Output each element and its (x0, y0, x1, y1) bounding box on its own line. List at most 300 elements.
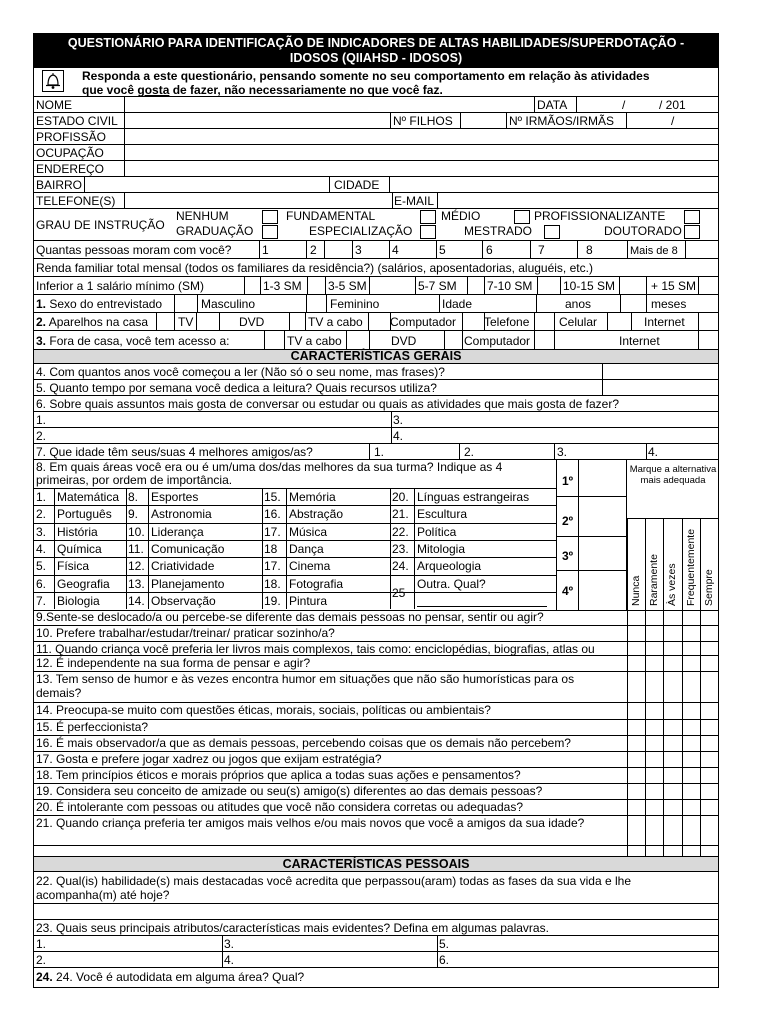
instrucao-profissionalizante-checkbox[interactable] (684, 210, 700, 224)
scale-col-label: Às vezes (666, 563, 679, 606)
q8-area-number: 25 (392, 585, 406, 600)
instrucao-mestrado: MESTRADO (464, 224, 533, 238)
likert-answer-cell[interactable] (645, 784, 663, 799)
likert-answer-cell[interactable] (663, 656, 681, 671)
q8-grid-line (34, 575, 556, 576)
instrucao-graduacao: GRADUAÇÃO (176, 224, 254, 238)
q23-slot-4: 4. (224, 953, 235, 967)
q8-area-label[interactable]: Observação (151, 593, 216, 608)
q8-area-number: 5. (36, 559, 47, 574)
likert-row (34, 768, 718, 784)
q8-grid-line (34, 523, 556, 524)
likert-answer-cell[interactable] (682, 768, 700, 783)
renda-opt-10-15: 10-15 SM (563, 279, 616, 293)
q8-area-label[interactable]: Esportes (151, 490, 199, 504)
q24-label: 24. 24. Você é autodidata em alguma área? Qual? (36, 970, 305, 984)
q2-telefone: Telefone (484, 315, 530, 329)
q8-area-number: 22. (392, 524, 409, 539)
likert-answer-cell[interactable] (627, 703, 645, 719)
scale-col-label: Sempre (702, 569, 715, 606)
likert-answer-cell[interactable] (627, 800, 645, 815)
likert-answer-cell[interactable] (663, 720, 681, 735)
questionnaire-form (33, 33, 719, 988)
likert-row (34, 752, 718, 768)
q1-masculino: Masculino (201, 297, 256, 311)
instrucao-especializacao-checkbox[interactable] (420, 225, 436, 239)
q23-slot-6: 6. (439, 953, 450, 967)
telefone-row[interactable] (34, 193, 718, 209)
likert-answer-cell[interactable] (627, 672, 645, 702)
likert-answer-cell[interactable] (645, 703, 663, 719)
name-row[interactable] (34, 97, 718, 113)
likert-answer-cell[interactable] (700, 672, 718, 702)
form-title (34, 34, 718, 68)
q2-label: 2. Aparelhos na casa (36, 315, 149, 329)
q8-area-number: 14. (128, 593, 145, 608)
q7-label: 7. Que idade têm seus/suas 4 melhores amigos/as? (36, 445, 313, 459)
renda-label-row (34, 259, 718, 277)
ocupacao-label: OCUPAÇÃO (36, 146, 104, 160)
q22-answer-row[interactable] (34, 904, 718, 920)
likert-answer-cell[interactable] (627, 768, 645, 783)
q8-area-label[interactable]: Línguas estrangeiras (417, 490, 530, 504)
likert-answer-cell[interactable] (682, 752, 700, 767)
likert-question: 18. Tem princípios éticos e morais próprios que aplica a todas suas ações e pensamentos? (36, 768, 521, 782)
section-caracteristicas-pessoais: CARACTERÍSTICAS PESSOAIS (34, 856, 718, 872)
likert-answer-cell[interactable] (627, 642, 645, 655)
likert-answer-cell[interactable] (663, 800, 681, 815)
irmaos-label: Nº IRMÃOS/IRMÃS (509, 114, 615, 128)
q23-slots-row1[interactable] (34, 936, 718, 952)
likert-answer-cell[interactable] (700, 736, 718, 751)
moradores-opt-4: 4 (392, 243, 399, 257)
q8-area-number: 21. (392, 507, 409, 522)
likert-answer-cell[interactable] (663, 768, 681, 783)
q23-slot-5: 5. (439, 937, 450, 951)
likert-answer-cell[interactable] (682, 642, 700, 655)
q8-grid-line (34, 592, 556, 593)
likert-row (34, 656, 718, 672)
q8-area-label[interactable]: História (57, 524, 98, 539)
q8-col-divider (262, 488, 263, 609)
likert-row (34, 784, 718, 800)
q8-area-label[interactable]: Matemática (57, 490, 120, 504)
likert-answer-cell[interactable] (663, 784, 681, 799)
likert-answer-cell[interactable] (700, 642, 718, 655)
instrucao-medio: MÉDIO (441, 209, 481, 223)
likert-answer-cell[interactable] (682, 610, 700, 625)
q8-area-label[interactable]: Cinema (289, 559, 331, 574)
moradores-label: Quantas pessoas moram com você? (36, 243, 232, 257)
q8-area-label[interactable]: Física (57, 559, 90, 574)
q6-row (34, 396, 718, 412)
q4-row[interactable] (34, 364, 718, 380)
moradores-opt-7: 7 (538, 243, 545, 257)
likert-answer-cell[interactable] (645, 642, 663, 655)
likert-answer-cell[interactable] (700, 800, 718, 815)
q22-line1: 22. Qual(is) habilidade(s) mais destacadas você acredita que perpassou(aram) todas as fases da sua vida e lhe (36, 874, 631, 888)
q8-area-label[interactable]: Mitologia (417, 541, 466, 556)
q4-label: 4. Com quantos anos você começou a ler (Não só o seu nome, mas frases)? (36, 365, 445, 379)
q8-outra-input[interactable] (417, 606, 547, 607)
likert-answer-cell[interactable] (700, 626, 718, 641)
likert-answer-cell[interactable] (700, 720, 718, 735)
q3-row (34, 331, 718, 350)
likert-answer-cell[interactable] (682, 703, 700, 719)
likert-row (34, 720, 718, 736)
q8-area-number: 10. (128, 524, 145, 539)
likert-row (34, 703, 718, 720)
q8-rank-4: 4º (562, 584, 574, 598)
q8-area-label[interactable]: Escultura (417, 507, 468, 522)
likert-question: 11. Quando criança você preferia ler livros mais complexos, tais como: enciclopédias, biografias, atlas ou (36, 643, 595, 656)
q6-label: 6. Sobre quais assuntos mais gosta de conversar ou estudar ou quais as atividades que mais gosta de fazer? (36, 397, 620, 411)
moradores-opt-6: 6 (486, 243, 493, 257)
q8-area-label[interactable]: Dança (289, 541, 324, 556)
date-year: / 201 (659, 98, 686, 112)
q24-row[interactable] (34, 968, 718, 987)
likert-answer-cell[interactable] (682, 672, 700, 702)
q6-slot-4: 4. (393, 429, 404, 443)
q8-grid-line (34, 505, 556, 506)
q8-area-label[interactable]: Política (417, 524, 457, 539)
instrucao-nenhum-checkbox[interactable] (262, 210, 278, 224)
q8-col-divider (126, 488, 127, 609)
q1-row (34, 295, 718, 313)
likert-answer-cell[interactable] (627, 752, 645, 767)
scale-instruction: Marque a alternativa mais adequada (629, 464, 717, 486)
instrucao-graduacao-checkbox[interactable] (262, 225, 278, 239)
form-title-line2: IDOSOS (QIIAHSD - IDOSOS) (289, 51, 463, 65)
likert-answer-cell[interactable] (663, 672, 681, 702)
instrucao-doutorado-checkbox[interactable] (684, 225, 700, 239)
likert-question: 21. Quando criança preferia ter amigos mais velhos e/ou mais novos que você a amigos da sua idade? (36, 816, 585, 830)
q2-tv-cabo: TV a cabo (308, 315, 363, 329)
likert-question: 14. Preocupa-se muito com questões éticas, morais, sociais, políticas ou ambientais? (36, 703, 491, 717)
likert-answer-cell[interactable] (682, 800, 700, 815)
q8-area-number: 18. (264, 576, 281, 591)
likert-row (34, 736, 718, 752)
likert-answer-cell[interactable] (700, 656, 718, 671)
q23-label: 23. Quais seus principais atributos/características mais evidentes? Defina em algumas palavras. (36, 921, 549, 935)
instrucao-fundamental: FUNDAMENTAL (286, 209, 376, 223)
q8-area-number: 1. (36, 490, 47, 504)
likert-row (34, 610, 718, 626)
intro-line1: Responda a este questionário, pensando somente no seu comportamento em relação às atividades (82, 69, 650, 83)
q7-slot-1: 1. (374, 445, 385, 459)
q22-line2: acompanha(m) até hoje? (36, 888, 170, 902)
q2-computador: Computador (390, 315, 457, 329)
likert-question: 9.Sente-se deslocado/a ou percebe-se diferente das demais pessoas no pensar, sentir ou agir? (36, 610, 544, 624)
likert-question: 12. É independente na sua forma de pensar e agir? (36, 656, 311, 670)
renda-opt-inferior: Inferior a 1 salário mínimo (SM) (36, 279, 205, 293)
likert-answer-cell[interactable] (700, 752, 718, 767)
q8-area-number: 20. (392, 490, 409, 504)
q8-grid-line (34, 557, 556, 558)
q6-slots-row2[interactable] (34, 428, 718, 444)
q8-area-label[interactable]: Astronomia (151, 507, 212, 522)
q1-meses: meses (651, 297, 687, 311)
likert-answer-cell[interactable] (627, 784, 645, 799)
q2-internet: Internet (644, 315, 685, 329)
likert-answer-cell[interactable] (682, 720, 700, 735)
likert-answer-cell[interactable] (663, 642, 681, 655)
scale-col-label: Frequentemente (684, 528, 697, 606)
scale-col-label: Nunca (630, 575, 642, 606)
q8-area-label[interactable]: Química (57, 541, 102, 556)
q3-internet: Internet (619, 334, 660, 348)
moradores-opt-2: 2 (310, 243, 317, 257)
q1-idade: Idade (442, 297, 473, 311)
likert-answer-cell[interactable] (700, 816, 718, 845)
q3-computador: Computador (464, 334, 531, 348)
q1-anos: anos (565, 297, 592, 311)
renda-options-row (34, 277, 718, 295)
q8-col-divider (414, 488, 415, 609)
q22-row[interactable] (34, 872, 718, 904)
renda-opt-5-7: 5-7 SM (418, 279, 457, 293)
q8-area-label[interactable]: Abstração (289, 507, 344, 522)
q23-slot-3: 3. (224, 937, 235, 951)
q2-dvd: DVD (239, 315, 265, 329)
q8-area-number: 2. (36, 507, 47, 522)
q8-rank-1-input[interactable] (581, 468, 621, 490)
q8-area-label[interactable]: Biologia (57, 593, 100, 608)
q23-slot-2: 2. (36, 953, 47, 967)
q8-area-label[interactable]: Arqueologia (417, 559, 482, 574)
q8-area-number: 23. (392, 541, 409, 556)
likert-answer-cell[interactable] (645, 816, 663, 845)
filhos-label: Nº FILHOS (393, 114, 453, 128)
q6-slot-1: 1. (36, 413, 47, 427)
profissao-label: PROFISSÃO (36, 130, 107, 144)
likert-answer-cell[interactable] (627, 626, 645, 641)
q23-slot-1: 1. (36, 937, 47, 951)
likert-row (34, 626, 718, 642)
q8-area-label[interactable]: Geografia (57, 576, 110, 591)
likert-answer-cell[interactable] (700, 610, 718, 625)
q8-rank-3: 3º (562, 549, 574, 563)
q23-row (34, 920, 718, 936)
renda-opt-15plus: + 15 SM (651, 279, 697, 293)
q2-tv: TV (178, 315, 194, 329)
q3-tv-cabo: TV a cabo (287, 334, 342, 348)
likert-question: 15. É perfeccionista? (36, 720, 149, 734)
likert-question: 10. Prefere trabalhar/estudar/treinar/ praticar sozinho/a? (36, 626, 335, 640)
q8-area-label[interactable]: Criatividade (151, 559, 215, 574)
instrucao-especializacao: ESPECIALIZAÇÃO (309, 224, 413, 238)
likert-answer-cell[interactable] (663, 752, 681, 767)
q8-area-number: 7. (36, 593, 47, 608)
q8-area-label[interactable]: Português (57, 507, 112, 522)
q5-label: 5. Quanto tempo por semana você dedica a leitura? Quais recursos utiliza? (36, 381, 437, 395)
likert-row (34, 642, 718, 656)
q8-area-number: 9. (128, 507, 139, 522)
likert-row (34, 816, 718, 846)
q8-rank-2-input[interactable] (581, 506, 621, 528)
q7-slot-3: 3. (557, 445, 568, 459)
q8-rank-3-input[interactable] (581, 542, 621, 564)
q8-line1: 8. Em quais áreas você era ou é um/uma dos/das melhores da sua turma? Indique as 4 (36, 460, 503, 474)
q8-rank-4-input[interactable] (581, 576, 621, 598)
estado-civil-label: ESTADO CIVIL (36, 114, 118, 128)
q1-feminino: Feminino (330, 297, 380, 311)
instrucao-nenhum: NENHUM (176, 209, 229, 223)
likert-answer-cell[interactable] (645, 626, 663, 641)
likert-answer-cell[interactable] (700, 784, 718, 799)
q8-area-number: 16. (264, 507, 281, 522)
instrucao-row (34, 209, 718, 241)
q8-area-number: 3. (36, 524, 47, 539)
q8-area-number: 17. (264, 559, 281, 574)
irmaos-sep: / (671, 114, 675, 128)
q8-col-divider (54, 488, 55, 609)
likert-answer-cell[interactable] (645, 610, 663, 625)
likert-answer-cell[interactable] (700, 703, 718, 719)
likert-answer-cell[interactable] (663, 703, 681, 719)
q8-area-number: 19. (264, 593, 281, 608)
civil-row[interactable] (34, 113, 718, 129)
likert-answer-cell[interactable] (627, 720, 645, 735)
q8-rank-1: 1º (562, 474, 574, 488)
q1-label: 1. Sexo do entrevistado (36, 297, 163, 311)
intro-row (34, 68, 718, 97)
q8-area-number: 6. (36, 576, 47, 591)
q8-area-label[interactable]: Comunicação (151, 541, 225, 556)
q6-slots-row1[interactable] (34, 412, 718, 428)
moradores-opt-3: 3 (355, 243, 362, 257)
likert-answer-cell[interactable] (682, 816, 700, 845)
email-label: E-MAIL (394, 194, 435, 208)
likert-question: 13. Tem senso de humor e às vezes encontra humor em situações que não são humorísticas para os demais? (36, 672, 575, 700)
q7-slot-2: 2. (464, 445, 475, 459)
q8-area-number: 17. (264, 524, 281, 539)
likert-row (34, 672, 718, 703)
renda-opt-1-3: 1-3 SM (263, 279, 302, 293)
likert-answer-cell[interactable] (645, 752, 663, 767)
q2-celular: Celular (559, 315, 598, 329)
ocupacao-row[interactable] (34, 145, 718, 161)
data-label: DATA (537, 98, 568, 112)
likert-question: 17. Gosta e prefere jogar xadrez ou jogos que exijam estratégia? (36, 752, 382, 766)
moradores-opt-8: 8 (586, 243, 593, 257)
instrucao-medio-checkbox[interactable] (514, 210, 530, 224)
q8-rank-2: 2º (562, 514, 574, 528)
likert-answer-cell[interactable] (645, 672, 663, 702)
q8-area-label[interactable]: Memória (289, 490, 336, 504)
likert-row (34, 800, 718, 816)
likert-question: 19. Considera seu conceito de amizade ou seu(s) amigo(s) diferentes ao das demais pessoas? (36, 784, 543, 798)
likert-answer-cell[interactable] (645, 720, 663, 735)
q2-row (34, 313, 718, 331)
q8-area-label[interactable]: Pintura (289, 593, 328, 608)
instrucao-fundamental-checkbox[interactable] (420, 210, 436, 224)
likert-question: 16. É mais observador/a que as demais pessoas, percebendo coisas que os demais não percebem? (36, 736, 571, 750)
q5-row[interactable] (34, 380, 718, 396)
q8-area-number: 8. (128, 490, 139, 504)
q6-slot-3: 3. (393, 413, 404, 427)
nome-label: NOME (36, 98, 72, 112)
likert-answer-cell[interactable] (682, 784, 700, 799)
likert-answer-cell[interactable] (645, 768, 663, 783)
q7-row[interactable] (34, 444, 718, 460)
q8-area-label[interactable]: Música (289, 524, 328, 539)
q8-block (34, 460, 718, 610)
instrucao-doutorado: DOUTORADO (604, 224, 682, 238)
form-title-line1: QUESTIONÁRIO PARA IDENTIFICAÇÃO DE INDICADORES DE ALTAS HABILIDADES/SUPERDOTAÇÃO - (67, 36, 685, 50)
q6-slot-2: 2. (36, 429, 47, 443)
q8-col-divider (390, 488, 391, 609)
moradores-opt-mais8: Mais de 8 (630, 245, 678, 257)
q8-col-divider (148, 488, 149, 609)
date-sep: / (622, 98, 626, 112)
scale-grid-top (627, 518, 718, 519)
instrucao-profissionalizante: PROFISSIONALIZANTE (534, 209, 666, 223)
q8-area-label[interactable]: Fotografia (289, 576, 344, 591)
likert-answer-cell[interactable] (645, 800, 663, 815)
likert-answer-cell[interactable] (645, 656, 663, 671)
likert-question: 20. É intolerante com pessoas ou atitudes que você não considera corretas ou adequadas? (36, 800, 523, 814)
section-caracteristicas-gerais: CARACTERÍSTICAS GERAIS (34, 350, 718, 364)
likert-answer-cell[interactable] (663, 626, 681, 641)
likert-answer-cell[interactable] (627, 610, 645, 625)
profissao-row[interactable] (34, 129, 718, 145)
q8-area-number: 4. (36, 541, 47, 556)
bairro-row[interactable] (34, 177, 718, 193)
cidade-label: CIDADE (334, 178, 380, 192)
likert-answer-cell[interactable] (663, 610, 681, 625)
scale-col-label: Raramente (648, 554, 661, 606)
q3-label: 3. Fora de casa, você tem acesso a: (36, 334, 230, 348)
likert-answer-cell[interactable] (663, 816, 681, 845)
likert-answer-cell[interactable] (627, 656, 645, 671)
q8-area-number: 15. (264, 490, 281, 504)
q8-area-label[interactable]: Liderança (151, 524, 204, 539)
q7-slot-4: 4. (648, 445, 659, 459)
bairro-label: BAIRRO (36, 178, 83, 192)
q8-area-number: 13. (128, 576, 145, 591)
likert-answer-cell[interactable] (682, 656, 700, 671)
likert-answer-cell[interactable] (682, 736, 700, 751)
likert-answer-cell[interactable] (663, 736, 681, 751)
q8-col-divider (286, 488, 287, 609)
instrucao-mestrado-checkbox[interactable] (544, 225, 560, 239)
q8-area-number: 18 (264, 541, 278, 556)
q8-area-label[interactable]: Outra. Qual? (417, 576, 486, 591)
likert-answer-cell[interactable] (700, 768, 718, 783)
renda-opt-7-10: 7-10 SM (487, 279, 533, 293)
q23-slots-row2[interactable] (34, 952, 718, 968)
moradores-opt-5: 5 (439, 243, 446, 257)
likert-answer-cell[interactable] (627, 736, 645, 751)
q8-line2: primeiras, por ordem de importância. (36, 473, 233, 487)
moradores-row (34, 241, 718, 259)
likert-answer-cell[interactable] (645, 736, 663, 751)
instrucao-label: GRAU DE INSTRUÇÃO (36, 218, 165, 232)
q3-dvd: DVD (391, 334, 417, 348)
q8-area-number: 12. (128, 559, 145, 574)
renda-opt-3-5: 3-5 SM (328, 279, 367, 293)
endereco-row[interactable] (34, 161, 718, 177)
likert-answer-cell[interactable] (682, 626, 700, 641)
telefone-label: TELEFONE(S) (36, 194, 116, 208)
endereco-label: ENDEREÇO (36, 162, 105, 176)
q8-area-label[interactable]: Planejamento (151, 576, 225, 591)
q8-grid-line (34, 540, 556, 541)
intro-line2: que você gosta de fazer, não necessariamente no que você faz. (82, 83, 443, 97)
bell-icon (42, 70, 64, 92)
likert-answer-cell[interactable] (627, 816, 645, 845)
